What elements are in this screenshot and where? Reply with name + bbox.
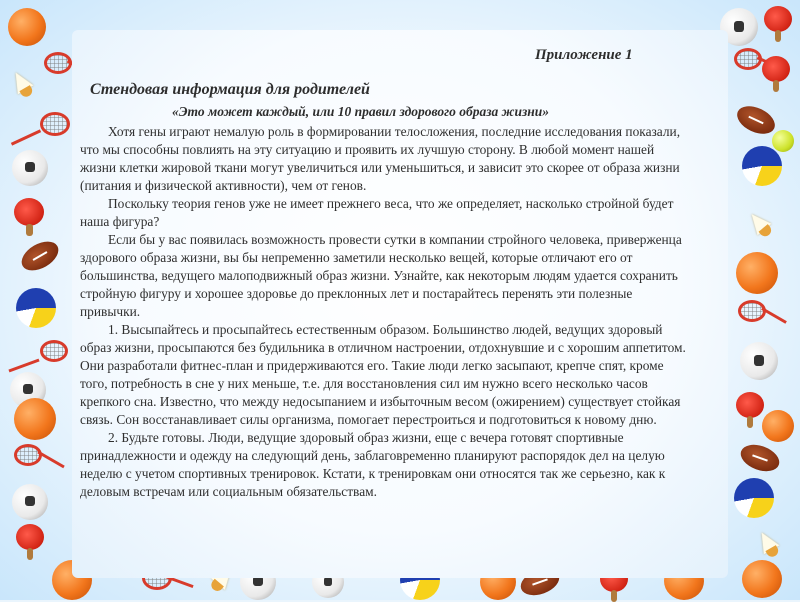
tennis-racket-icon [734,296,794,336]
tennis-racket-icon [4,336,64,376]
paragraph: Хотя гены играют немалую роль в формировании телосложения, последние исследования показали, что мы способны повлиять на эту ситуацию и проявить их лучшую сторону. В любой момент нашей жизни клетки жировой ткани могут увеличиться или уменьшиться, и зависит это скорее от образа жизни (питания и физической активности), чем от генов. [80,124,681,193]
basketball-icon [736,252,778,294]
soccer-ball-icon [12,150,48,186]
basketball-icon [8,8,46,46]
shuttlecock-icon [754,527,786,563]
rugby-ball-icon [17,236,64,277]
ping-pong-paddle-icon [762,56,790,82]
tennis-ball-icon [772,130,794,152]
ping-pong-paddle-icon [736,392,764,418]
soccer-ball-icon [740,342,778,380]
tennis-racket-icon [10,440,70,480]
rugby-ball-icon [733,101,779,140]
document-subtitle: «Это может каждый, или 10 правил здорового образа жизни» [172,104,549,119]
paragraph: Если бы у вас появилась возможность провести сутки в компании стройного человека, приверженца здорового образа жизни, вы бы непременно заметили несколько вещей, которые отличают его от большинства, ведущего малоподвижный образ жизни. Узнайте, как некоторым людям удается сохранить стройную фигуру и хорошее здоровье до преклонных лет и постарайтесь перенять эти полезные привычки. [80,232,682,319]
ping-pong-paddle-icon [764,6,792,32]
volleyball-icon [734,478,774,518]
ping-pong-paddle-icon [14,198,44,226]
paragraph: Поскольку теория генов уже не имеет прежнего веса, что же определяет, насколько стройной будет наша фигура? [80,196,674,229]
shuttlecock-icon [745,207,780,243]
paragraph: 2. Будьте готовы. Люди, ведущие здоровый образ жизни, еще с вечера готовят спортивные принадлежности и одежду на следующий день, заблаговременно планируют распорядок дел на целую неделю с учетом спортивных тренировок. Кстати, к тренировкам они относятся так же серьезно, как к деловым встречам или социальным обязательствам. [80,430,666,499]
basketball-icon [14,398,56,440]
paragraph: 1. Высыпайтесь и просыпайтесь естественным образом. Большинство людей, ведущих здоровый образ жизни, просыпаются без будильника в отличном настроении, отдохнувшие и с хорошим аппетитом. Они разработали фитнес-план и придерживаются его. Такие люди легко засыпают, крепче спят, кроме того, потребность в сне у них меньше, т.е. для восстановления сил им нужно всего несколько часов крепкого сна. Известно, что между недосыпанием и избыточным весом (ожирением) существует стойкая связь. Сон восстанавливает силы организма, помогает перестроиться и подготовиться к новому дню. [80,322,686,427]
rugby-ball-icon [737,440,783,476]
document-title: Стендовая информация для родителей [90,81,370,98]
tennis-racket-icon [6,110,66,150]
soccer-ball-icon [12,484,48,520]
volleyball-icon [16,288,56,328]
shuttlecock-icon [8,67,40,103]
basketball-icon [762,410,794,442]
document-body [80,123,692,501]
ping-pong-paddle-icon [16,524,44,550]
volleyball-icon [742,146,782,186]
appendix-label: Приложение 1 [535,47,633,63]
basketball-icon [742,560,782,598]
